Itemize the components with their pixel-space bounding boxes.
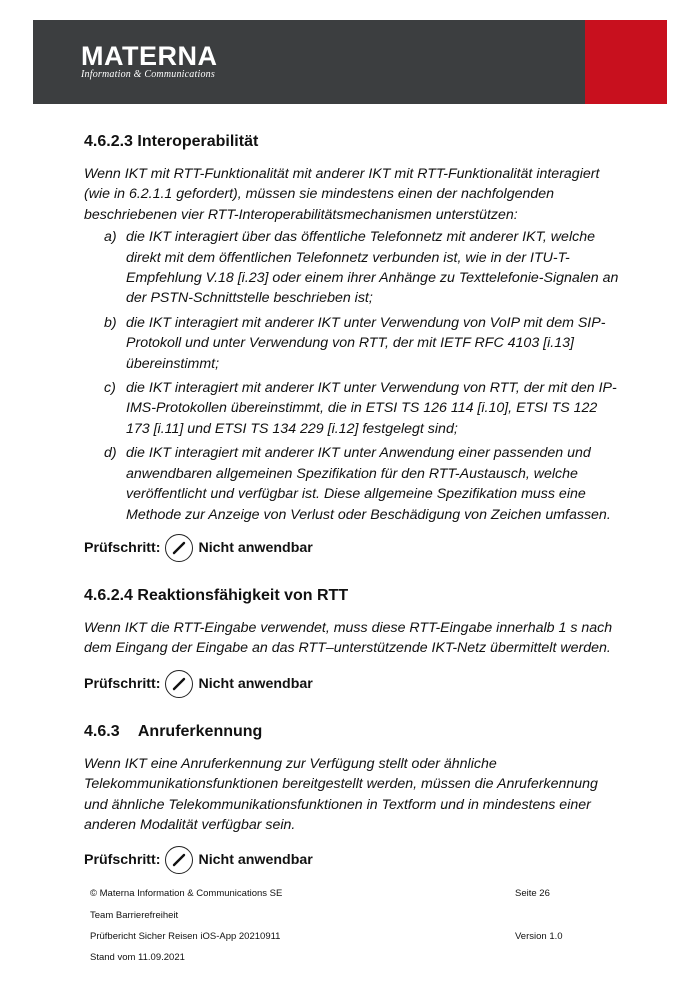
section-heading-anruferkennung bbox=[84, 720, 624, 744]
footer-date: Stand vom 11.09.2021 bbox=[90, 952, 185, 963]
list-item bbox=[84, 378, 624, 439]
list-marker: d) bbox=[104, 445, 117, 462]
check-step-row bbox=[84, 533, 624, 563]
list-item-text: die IKT interagiert über das öffentliche Telefonnetz mit anderer IKT, welche direkt mit dem öffentlichen Telefonnetz verbunden ist, wie in der ITU-T-Empfehlung V.18 [i.23] oder einem ihrer Anhänge zu Texttelefonie-Signalen an der PSTN-Schnittstelle beschrieben ist; bbox=[126, 229, 619, 307]
pencil-icon bbox=[165, 670, 193, 698]
section-title: Reaktionsfähigkeit von RTT bbox=[137, 586, 349, 604]
pencil-icon bbox=[165, 534, 193, 562]
list-item-text: die IKT interagiert mit anderer IKT unter Verwendung von RTT, der mit den IP-IMS-Protokollen übereinstimmt, die in ETSI TS 126 114 [i.10], ETSI TS 122 173 [i.11] und ETSI TS 134 229 [i.12] festgelegt sind; bbox=[126, 380, 617, 437]
section-intro: Wenn IKT eine Anruferkennung zur Verfügung stellt oder ähnliche Telekommunikationsfunktionen bereitgestellt werden, müssen die Anruferkennung und ähnliche Telekommunikationsfunktionen in Textform und in mindestens einer anderen Modalität verfügbar sein. bbox=[84, 755, 598, 833]
footer-version: Version 1.0 bbox=[515, 931, 563, 942]
check-step-result: Nicht anwendbar bbox=[198, 675, 313, 692]
list-item bbox=[84, 227, 624, 309]
section-title: Interoperabilität bbox=[137, 133, 259, 150]
pencil-icon bbox=[165, 846, 193, 874]
footer-company: © Materna Information & Communications SE bbox=[90, 888, 283, 899]
mechanism-list bbox=[84, 227, 624, 525]
section-heading-reaktionsfaehigkeit bbox=[84, 584, 624, 608]
document-content bbox=[84, 130, 624, 875]
check-step-label: Prüfschritt: bbox=[84, 675, 161, 692]
check-step-result: Nicht anwendbar bbox=[198, 852, 313, 869]
footer-report-title: Prüfbericht Sicher Reisen iOS-App 20210911 bbox=[90, 931, 281, 942]
section-title: Anruferkennung bbox=[137, 722, 263, 740]
list-marker: a) bbox=[104, 229, 117, 246]
check-step-label: Prüfschritt: bbox=[84, 852, 161, 869]
section-intro: Wenn IKT die RTT-Eingabe verwendet, muss diese RTT-Eingabe innerhalb 1 s nach dem Eingang der Eingabe an das RTT–unterstützende IKT-Netz übermittelt werden. bbox=[84, 619, 613, 657]
footer-team: Team Barrierefreiheit bbox=[90, 910, 179, 921]
list-item-text: die IKT interagiert mit anderer IKT unter Verwendung von VoIP mit dem SIP-Protokoll und unter Verwendung von RTT, der mit IETF RFC 4103 [i.13] übereinstimmt; bbox=[126, 314, 606, 372]
check-step-label: Prüfschritt: bbox=[84, 539, 161, 556]
check-step-result: Nicht anwendbar bbox=[198, 539, 313, 556]
section-intro: Wenn IKT mit RTT-Funktionalität mit anderer IKT mit RTT-Funktionalität interagiert (wie in 6.2.1.1 gefordert), müssen sie mindestens einen der nachfolgenden beschriebenen vier RTT-Interoperabilitätsmechanismen unterstützen: bbox=[84, 166, 600, 223]
header-accent-block bbox=[585, 20, 667, 104]
check-step-row bbox=[84, 669, 624, 699]
list-item bbox=[84, 313, 624, 374]
section-number: 4.6.2.4 bbox=[84, 586, 133, 604]
list-marker: c) bbox=[104, 380, 116, 397]
list-marker: b) bbox=[104, 314, 117, 331]
section-number: 4.6.2.3 bbox=[84, 133, 133, 150]
logo-tagline: Information & Communications bbox=[81, 69, 215, 80]
section-number: 4.6.3 bbox=[84, 722, 120, 740]
section-heading-interoperabilitaet bbox=[84, 130, 624, 154]
list-item bbox=[84, 443, 624, 525]
logo-wordmark: MATERNA bbox=[81, 41, 218, 71]
footer-page-number: Seite 26 bbox=[515, 888, 550, 899]
list-item-text: die IKT interagiert mit anderer IKT unter Anwendung einer passenden und anwendbaren allgemeinen Spezifikation für den RTT-Austausch, welche veröffentlicht und verfügbar ist. Diese allgemeine Spezifikation muss eine Methode zur Anzeige von Verlust oder Beschädigung von Zeichen umfassen. bbox=[126, 445, 611, 523]
check-step-row bbox=[84, 845, 624, 875]
